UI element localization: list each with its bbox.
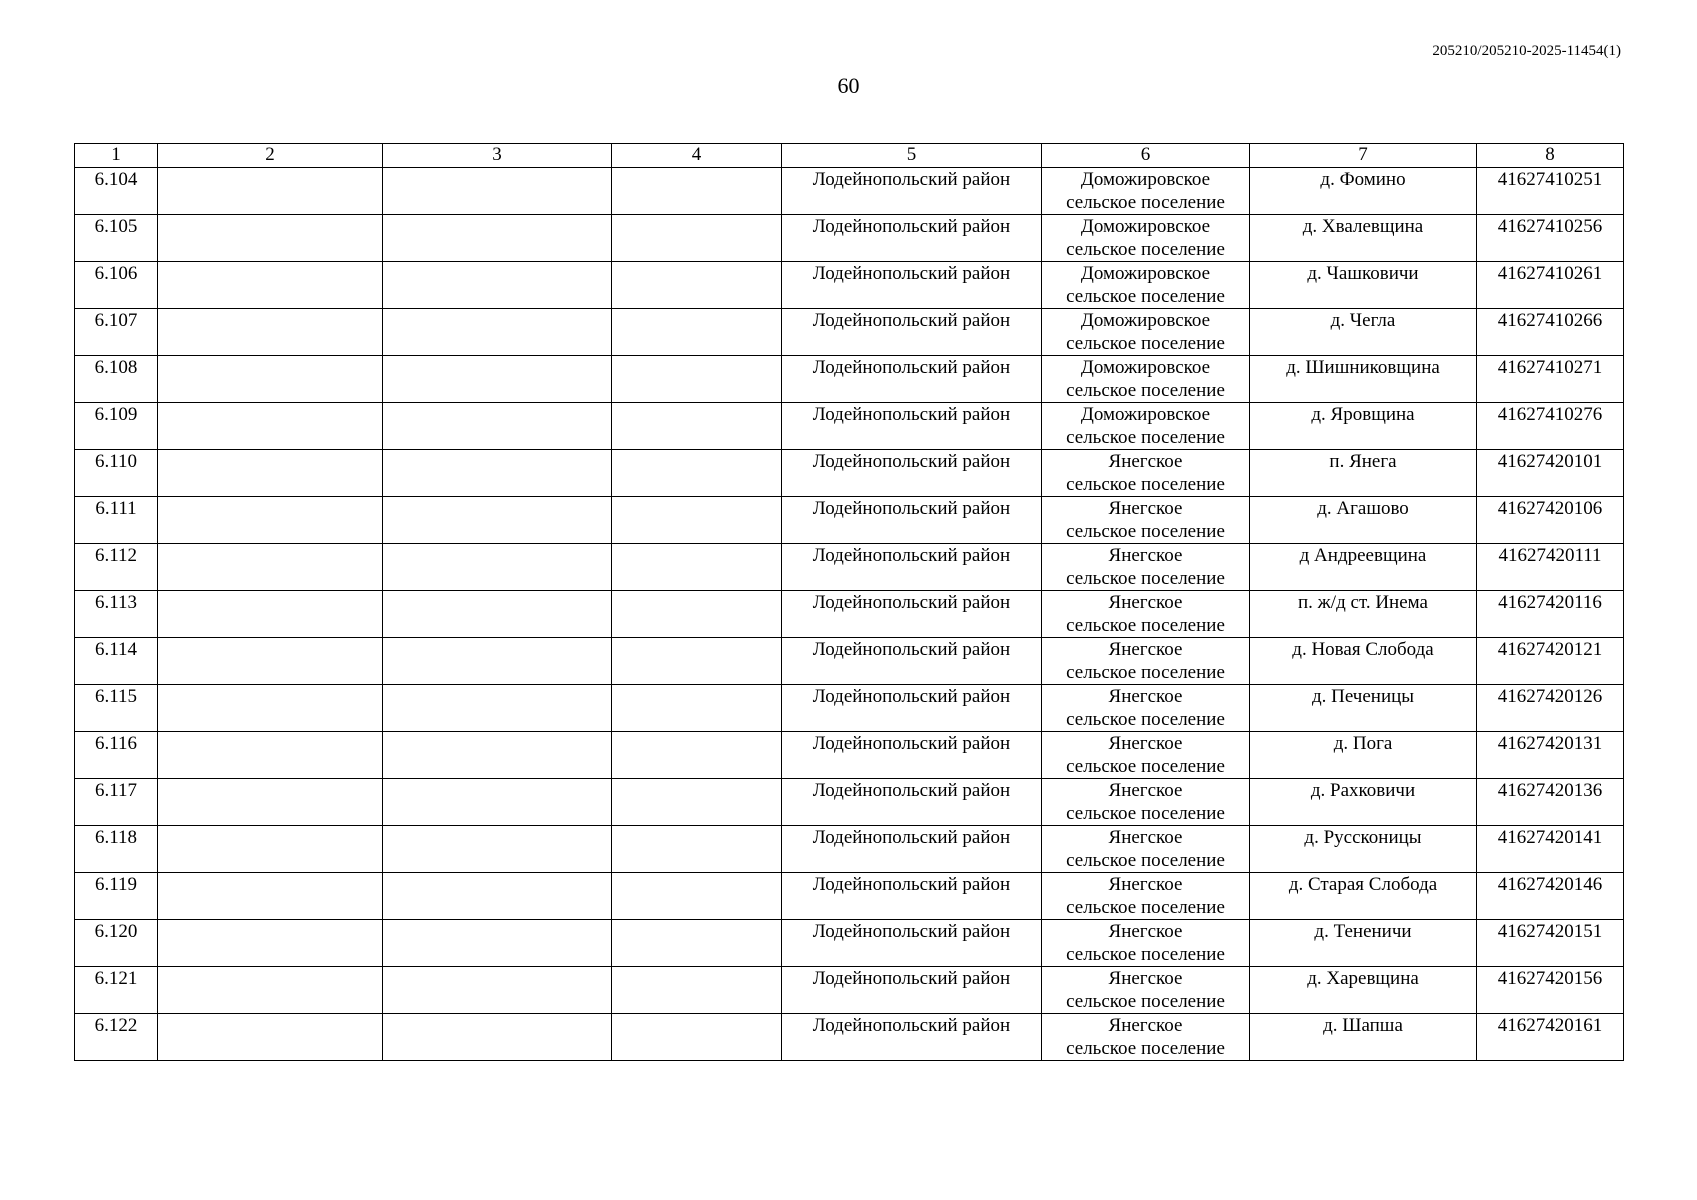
empty-cell-col3 — [383, 497, 612, 544]
table-row — [75, 544, 1624, 591]
settlement-name: Янегское — [1108, 1015, 1183, 1036]
settlement-name: Янегское — [1108, 686, 1183, 707]
district-cell: Лодейнопольский район — [782, 450, 1042, 497]
settlements-table — [74, 143, 1624, 1061]
settlement-name: Янегское — [1108, 498, 1183, 519]
settlement-type: сельское поселение — [1066, 192, 1225, 213]
settlement-type: сельское поселение — [1066, 756, 1225, 777]
empty-cell-col2 — [158, 262, 383, 309]
oktmo-code-cell: 41627420156 — [1477, 967, 1624, 1014]
settlement-name: Янегское — [1108, 639, 1183, 660]
oktmo-code-cell: 41627420126 — [1477, 685, 1624, 732]
district-cell: Лодейнопольский район — [782, 168, 1042, 215]
empty-cell-col2 — [158, 638, 383, 685]
oktmo-code-cell: 41627410256 — [1477, 215, 1624, 262]
empty-cell-col4 — [612, 309, 782, 356]
settlement-cell — [1042, 591, 1250, 638]
locality-cell: д. Тененичи — [1250, 920, 1477, 967]
oktmo-code-cell: 41627420146 — [1477, 873, 1624, 920]
settlement-cell — [1042, 638, 1250, 685]
settlement-type: сельское поселение — [1066, 662, 1225, 683]
empty-cell-col3 — [383, 168, 612, 215]
settlement-cell — [1042, 168, 1250, 215]
empty-cell-col4 — [612, 967, 782, 1014]
empty-cell-col2 — [158, 168, 383, 215]
empty-cell-col2 — [158, 497, 383, 544]
settlement-type: сельское поселение — [1066, 944, 1225, 965]
empty-cell-col3 — [383, 309, 612, 356]
row-number-cell: 6.111 — [75, 497, 158, 544]
empty-cell-col2 — [158, 450, 383, 497]
empty-cell-col4 — [612, 497, 782, 544]
empty-cell-col4 — [612, 544, 782, 591]
settlement-name: Доможировское — [1080, 357, 1211, 378]
settlement-type: сельское поселение — [1066, 239, 1225, 260]
row-number-cell: 6.108 — [75, 356, 158, 403]
empty-cell-col3 — [383, 544, 612, 591]
empty-cell-col4 — [612, 732, 782, 779]
table-row — [75, 450, 1624, 497]
locality-cell: д Андреевщина — [1250, 544, 1477, 591]
settlement-name: Янегское — [1108, 921, 1183, 942]
column-header: 2 — [158, 144, 383, 168]
table-row — [75, 168, 1624, 215]
row-number-cell: 6.122 — [75, 1014, 158, 1061]
empty-cell-col3 — [383, 873, 612, 920]
row-number-cell: 6.116 — [75, 732, 158, 779]
row-number-cell: 6.106 — [75, 262, 158, 309]
table-row — [75, 356, 1624, 403]
locality-cell: д. Пога — [1250, 732, 1477, 779]
empty-cell-col3 — [383, 920, 612, 967]
empty-cell-col2 — [158, 403, 383, 450]
settlement-cell — [1042, 826, 1250, 873]
settlement-cell — [1042, 497, 1250, 544]
district-cell: Лодейнопольский район — [782, 403, 1042, 450]
settlement-name: Янегское — [1108, 733, 1183, 754]
district-cell: Лодейнопольский район — [782, 873, 1042, 920]
settlement-type: сельское поселение — [1066, 1038, 1225, 1059]
district-cell: Лодейнопольский район — [782, 497, 1042, 544]
oktmo-code-cell: 41627420141 — [1477, 826, 1624, 873]
settlement-type: сельское поселение — [1066, 897, 1225, 918]
district-cell: Лодейнопольский район — [782, 544, 1042, 591]
empty-cell-col3 — [383, 967, 612, 1014]
settlement-cell — [1042, 450, 1250, 497]
locality-cell: д. Печеницы — [1250, 685, 1477, 732]
empty-cell-col3 — [383, 779, 612, 826]
district-cell: Лодейнопольский район — [782, 638, 1042, 685]
column-header: 7 — [1250, 144, 1477, 168]
settlement-cell — [1042, 309, 1250, 356]
settlement-type: сельское поселение — [1066, 615, 1225, 636]
table-row — [75, 497, 1624, 544]
empty-cell-col3 — [383, 262, 612, 309]
empty-cell-col4 — [612, 215, 782, 262]
oktmo-code-cell: 41627410266 — [1477, 309, 1624, 356]
empty-cell-col2 — [158, 685, 383, 732]
empty-cell-col3 — [383, 215, 612, 262]
column-header: 5 — [782, 144, 1042, 168]
settlement-type: сельское поселение — [1066, 568, 1225, 589]
empty-cell-col3 — [383, 403, 612, 450]
settlement-name: Янегское — [1108, 968, 1183, 989]
settlement-name: Доможировское — [1080, 404, 1211, 425]
empty-cell-col2 — [158, 309, 383, 356]
table-row — [75, 920, 1624, 967]
locality-cell: д. Старая Слобода — [1250, 873, 1477, 920]
column-header: 3 — [383, 144, 612, 168]
column-header: 8 — [1477, 144, 1624, 168]
empty-cell-col2 — [158, 356, 383, 403]
empty-cell-col3 — [383, 732, 612, 779]
locality-cell: д. Фомино — [1250, 168, 1477, 215]
empty-cell-col4 — [612, 1014, 782, 1061]
settlement-cell — [1042, 262, 1250, 309]
oktmo-code-cell: 41627420111 — [1477, 544, 1624, 591]
row-number-cell: 6.118 — [75, 826, 158, 873]
locality-cell: д. Агашово — [1250, 497, 1477, 544]
locality-cell: д. Яровщина — [1250, 403, 1477, 450]
empty-cell-col2 — [158, 1014, 383, 1061]
settlement-type: сельское поселение — [1066, 803, 1225, 824]
row-number-cell: 6.120 — [75, 920, 158, 967]
settlement-type: сельское поселение — [1066, 991, 1225, 1012]
row-number-cell: 6.112 — [75, 544, 158, 591]
empty-cell-col4 — [612, 920, 782, 967]
empty-cell-col4 — [612, 873, 782, 920]
locality-cell: д. Рахковичи — [1250, 779, 1477, 826]
table-row — [75, 591, 1624, 638]
oktmo-code-cell: 41627420151 — [1477, 920, 1624, 967]
column-header: 4 — [612, 144, 782, 168]
empty-cell-col2 — [158, 967, 383, 1014]
empty-cell-col2 — [158, 215, 383, 262]
empty-cell-col3 — [383, 356, 612, 403]
row-number-cell: 6.121 — [75, 967, 158, 1014]
row-number-cell: 6.117 — [75, 779, 158, 826]
settlement-cell — [1042, 873, 1250, 920]
settlement-cell — [1042, 920, 1250, 967]
settlement-cell — [1042, 544, 1250, 591]
empty-cell-col4 — [612, 168, 782, 215]
oktmo-code-cell: 41627420101 — [1477, 450, 1624, 497]
empty-cell-col3 — [383, 1014, 612, 1061]
table-body — [75, 168, 1624, 1061]
table-row — [75, 685, 1624, 732]
settlement-name: Янегское — [1108, 592, 1183, 613]
locality-cell: д. Хвалевщина — [1250, 215, 1477, 262]
settlement-type: сельское поселение — [1066, 333, 1225, 354]
document-number: 205210/205210-2025-11454(1) — [1432, 43, 1621, 59]
empty-cell-col2 — [158, 544, 383, 591]
settlement-cell — [1042, 967, 1250, 1014]
empty-cell-col2 — [158, 732, 383, 779]
district-cell: Лодейнопольский район — [782, 356, 1042, 403]
table-row — [75, 215, 1624, 262]
settlement-cell — [1042, 779, 1250, 826]
settlement-name: Доможировское — [1080, 263, 1211, 284]
district-cell: Лодейнопольский район — [782, 779, 1042, 826]
empty-cell-col2 — [158, 873, 383, 920]
table-row — [75, 1014, 1624, 1061]
empty-cell-col4 — [612, 591, 782, 638]
locality-cell: д. Шапша — [1250, 1014, 1477, 1061]
oktmo-code-cell: 41627410271 — [1477, 356, 1624, 403]
oktmo-code-cell: 41627420136 — [1477, 779, 1624, 826]
empty-cell-col4 — [612, 826, 782, 873]
column-header: 1 — [75, 144, 158, 168]
district-cell: Лодейнопольский район — [782, 685, 1042, 732]
empty-cell-col4 — [612, 262, 782, 309]
settlement-type: сельское поселение — [1066, 286, 1225, 307]
locality-cell: д. Чашковичи — [1250, 262, 1477, 309]
row-number-cell: 6.109 — [75, 403, 158, 450]
district-cell: Лодейнопольский район — [782, 1014, 1042, 1061]
district-cell: Лодейнопольский район — [782, 591, 1042, 638]
settlement-type: сельское поселение — [1066, 521, 1225, 542]
settlement-cell — [1042, 356, 1250, 403]
locality-cell: п. ж/д ст. Инема — [1250, 591, 1477, 638]
settlement-type: сельское поселение — [1066, 427, 1225, 448]
page-number: 60 — [837, 73, 860, 98]
oktmo-code-cell: 41627420161 — [1477, 1014, 1624, 1061]
oktmo-code-cell: 41627410251 — [1477, 168, 1624, 215]
settlement-cell — [1042, 732, 1250, 779]
settlement-type: сельское поселение — [1066, 850, 1225, 871]
district-cell: Лодейнопольский район — [782, 309, 1042, 356]
table-row — [75, 967, 1624, 1014]
oktmo-code-cell: 41627420116 — [1477, 591, 1624, 638]
oktmo-code-cell: 41627420121 — [1477, 638, 1624, 685]
district-cell: Лодейнопольский район — [782, 262, 1042, 309]
empty-cell-col3 — [383, 826, 612, 873]
settlement-cell — [1042, 403, 1250, 450]
empty-cell-col4 — [612, 450, 782, 497]
table-row — [75, 873, 1624, 920]
row-number-cell: 6.119 — [75, 873, 158, 920]
locality-cell: д. Руссконицы — [1250, 826, 1477, 873]
oktmo-code-cell: 41627420131 — [1477, 732, 1624, 779]
empty-cell-col2 — [158, 826, 383, 873]
district-cell: Лодейнопольский район — [782, 967, 1042, 1014]
settlement-name: Янегское — [1108, 545, 1183, 566]
row-number-cell: 6.115 — [75, 685, 158, 732]
empty-cell-col4 — [612, 403, 782, 450]
settlement-name: Доможировское — [1080, 216, 1211, 237]
table-row — [75, 403, 1624, 450]
empty-cell-col4 — [612, 685, 782, 732]
district-cell: Лодейнопольский район — [782, 215, 1042, 262]
oktmo-code-cell: 41627420106 — [1477, 497, 1624, 544]
row-number-cell: 6.114 — [75, 638, 158, 685]
locality-cell: д. Шишниковщина — [1250, 356, 1477, 403]
district-cell: Лодейнопольский район — [782, 826, 1042, 873]
oktmo-code-cell: 41627410261 — [1477, 262, 1624, 309]
settlement-cell — [1042, 215, 1250, 262]
locality-cell: д. Чегла — [1250, 309, 1477, 356]
settlement-type: сельское поселение — [1066, 380, 1225, 401]
district-cell: Лодейнопольский район — [782, 920, 1042, 967]
row-number-cell: 6.113 — [75, 591, 158, 638]
locality-cell: п. Янега — [1250, 450, 1477, 497]
row-number-cell: 6.104 — [75, 168, 158, 215]
oktmo-code-cell: 41627410276 — [1477, 403, 1624, 450]
table-row — [75, 638, 1624, 685]
empty-cell-col3 — [383, 638, 612, 685]
empty-cell-col4 — [612, 638, 782, 685]
settlement-name: Янегское — [1108, 451, 1183, 472]
locality-cell: д. Харевщина — [1250, 967, 1477, 1014]
settlement-cell — [1042, 685, 1250, 732]
row-number-cell: 6.110 — [75, 450, 158, 497]
column-header: 6 — [1042, 144, 1250, 168]
empty-cell-col2 — [158, 591, 383, 638]
row-number-cell: 6.105 — [75, 215, 158, 262]
empty-cell-col3 — [383, 591, 612, 638]
settlement-name: Доможировское — [1080, 169, 1211, 190]
settlement-type: сельское поселение — [1066, 709, 1225, 730]
district-cell: Лодейнопольский район — [782, 732, 1042, 779]
empty-cell-col4 — [612, 779, 782, 826]
settlement-type: сельское поселение — [1066, 474, 1225, 495]
table-row — [75, 732, 1624, 779]
table-row — [75, 262, 1624, 309]
settlement-cell — [1042, 1014, 1250, 1061]
settlement-name: Доможировское — [1080, 310, 1211, 331]
table-row — [75, 309, 1624, 356]
empty-cell-col2 — [158, 779, 383, 826]
locality-cell: д. Новая Слобода — [1250, 638, 1477, 685]
table-row — [75, 779, 1624, 826]
settlement-name: Янегское — [1108, 874, 1183, 895]
table-row — [75, 826, 1624, 873]
empty-cell-col3 — [383, 450, 612, 497]
settlement-name: Янегское — [1108, 827, 1183, 848]
row-number-cell: 6.107 — [75, 309, 158, 356]
column-numbers-row — [75, 144, 1624, 168]
empty-cell-col3 — [383, 685, 612, 732]
settlement-name: Янегское — [1108, 780, 1183, 801]
empty-cell-col2 — [158, 920, 383, 967]
empty-cell-col4 — [612, 356, 782, 403]
